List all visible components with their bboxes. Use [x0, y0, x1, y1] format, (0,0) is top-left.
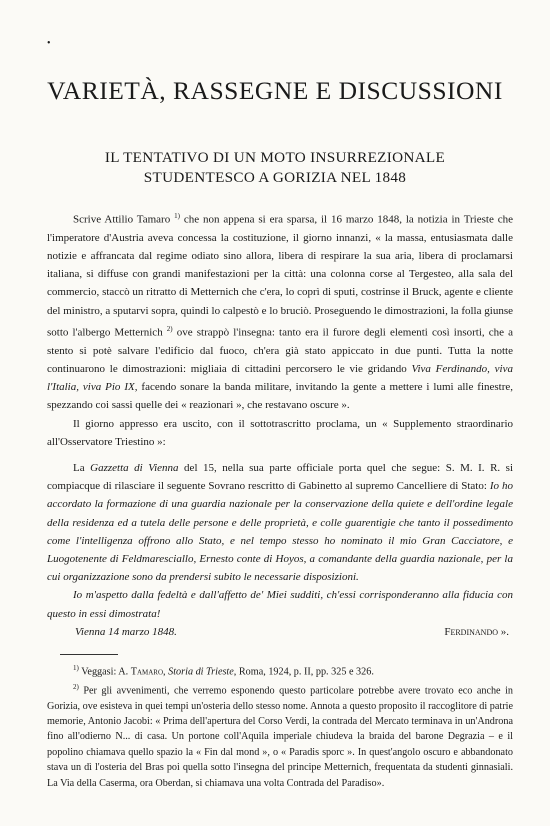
page-mark: • [47, 38, 51, 49]
footnote-ref-1[interactable]: 1) [174, 212, 180, 220]
quote-paragraph-1 [47, 459, 513, 586]
paragraph-1-text-d: facendo sonare la banda militare, invitando la gente a mettere i lumi alle finestre, spezzando coi sassi quelle dei « reazionari », che restavano oscure ». [47, 381, 514, 412]
footnote-divider [60, 654, 118, 655]
footnote-2-text: Per gli avvenimenti, che verremo esponendo questo particolare potrebbe avere trovato eco anche in Gorizia, ove esisteva in quei tempi un'osteria dello stesso nome. Annota a questo proposito il raccoglitore di patrie memorie, Antonio Jacobi: « Prima dell'apertura del Corso Verdi, la contrada del Mercato terminava in un'Androna fino all'odierno N... di casa. Un portone coll'Aquila imperiale chiudeva la braida del barone Degrazia – e il popolino chiamava quello spazio la « Fin dal mond », o « Paradis sporc ». In quest'angolo oscuro e abbandonato stava un dì l'osteria del Bras poi quella sotto l'insegna del principe Metternich, frequentata da studenti ginnasiali. La Via della Caserma, ora Oberdan, si chiamava una volta Contrada del Paradiso». [47, 685, 513, 789]
paragraph-1-text-a: Scrive Attilio Tamaro [73, 213, 175, 226]
footnote-ref-2[interactable]: 2) [166, 324, 173, 333]
paragraph-1-text-b: che non appena si era sparsa, il 16 marzo 1848, la notizia in Trieste che l'imperatore d'Austria aveva concessa la costituzione, il giorno innanzi, « la massa, entusiasmata dalle notizie e affrancata dal regime odiato sino allora, libera di respirare la sua aria, libera di proclamarsi italiana, si diffuse con grandi manifestazioni per la città: una colonna corse al Tergesteo, alla sala del commercio, staccò un ritratto di Metternich che c'era, lo coprì di sputi, costrinse il Bruck, agente e cliente del ministro, a sputarvi sopra, quindi lo calpestò e lo bruciò. Proseguendo le dimostrazioni, la folla giunse sotto l'albergo Metternich [47, 213, 513, 339]
footnote-1-text-b: , Roma, 1924, p. II, pp. 325 e 326. [233, 666, 374, 678]
place-date: Vienna 14 marzo 1848. [75, 625, 177, 638]
footnote-1-comma: , [163, 666, 169, 678]
section-title: VARIETÀ, RASSEGNE E DISCUSSIONI [47, 76, 503, 105]
paragraph-1-text-c: ove strappò l'insegna: tanto era il furore degli elementi così insorti, che a stento si potè salvare l'edificio dal fuoco, ch'era già stato appiccato in due punti. Tutta la notte continuarono le dimostrazioni: migliaia di cittadini percorsero le vie gridando [47, 326, 513, 375]
paragraph-1-italic: Viva Ferdinando, viva l'Italia, viva Pio IX, [47, 362, 513, 394]
quote-newspaper-title: Gazzetta di Vienna [90, 462, 179, 474]
footnote-1-mark: 1) [73, 664, 79, 672]
quote-rescript: Io ho accordato la formazione di una guardia nazionale per la conservazione della quiete e dell'ordine legale della residenza ed a tutela delle persone e delle proprietà, e colle guarentigie che tanto il possedimento come l'intelligenza offrono allo Stato, e nel tempo stesso ho nominato il mio Gran Cacciatore, e Luogotenente di Feldmaresciallo, Ernesto conte di Hoyos, a comandante della guardia nazionale, per la cui organizzazione sono da prendersi subito le necessarie disposizioni. [47, 480, 513, 584]
article-title [30, 148, 520, 188]
quote-rescript-closing: Io m'aspetto dalla fedeltà e dall'affetto de' Miei sudditi, ch'essi corrisponderanno alla fiducia con questo in essi dimostrata! [47, 589, 513, 620]
quote-paragraph-2 [47, 586, 513, 622]
quote-text-a: La [73, 462, 91, 474]
quote-text-b: del 15, nella sua parte officiale porta quel che segue: S. M. I. R. si compiacque di rilasciare il seguente Sovrano rescritto di Gabinetto al supremo Cancelliere di Stato: [47, 462, 514, 493]
paragraph-2: Il giorno appresso era uscito, con il sottotrascritto proclama, un « Supplemento straordinario all'Osservatore Triestino »: [47, 417, 513, 448]
signature-row [47, 623, 513, 641]
footnote-2-mark: 2) [73, 682, 79, 691]
footnote-1 [47, 661, 513, 680]
quoted-proclamation [47, 459, 513, 641]
footnote-1-work: Storia di Trieste [168, 666, 234, 678]
article-title-line-2: STUDENTESCO A GORIZIA NEL 1848 [143, 169, 407, 186]
signer: Ferdinando ». [444, 625, 509, 638]
footnote-1-text-a: Veggasi: A. [78, 666, 131, 678]
paragraph-1 [47, 207, 513, 415]
footnote-2 [47, 680, 513, 791]
footnotes [47, 661, 513, 791]
article-body [47, 207, 513, 451]
footnote-1-author: Tamaro [130, 666, 164, 678]
article-title-line-1: IL TENTATIVO DI UN MOTO INSURREZIONALE [104, 149, 446, 166]
